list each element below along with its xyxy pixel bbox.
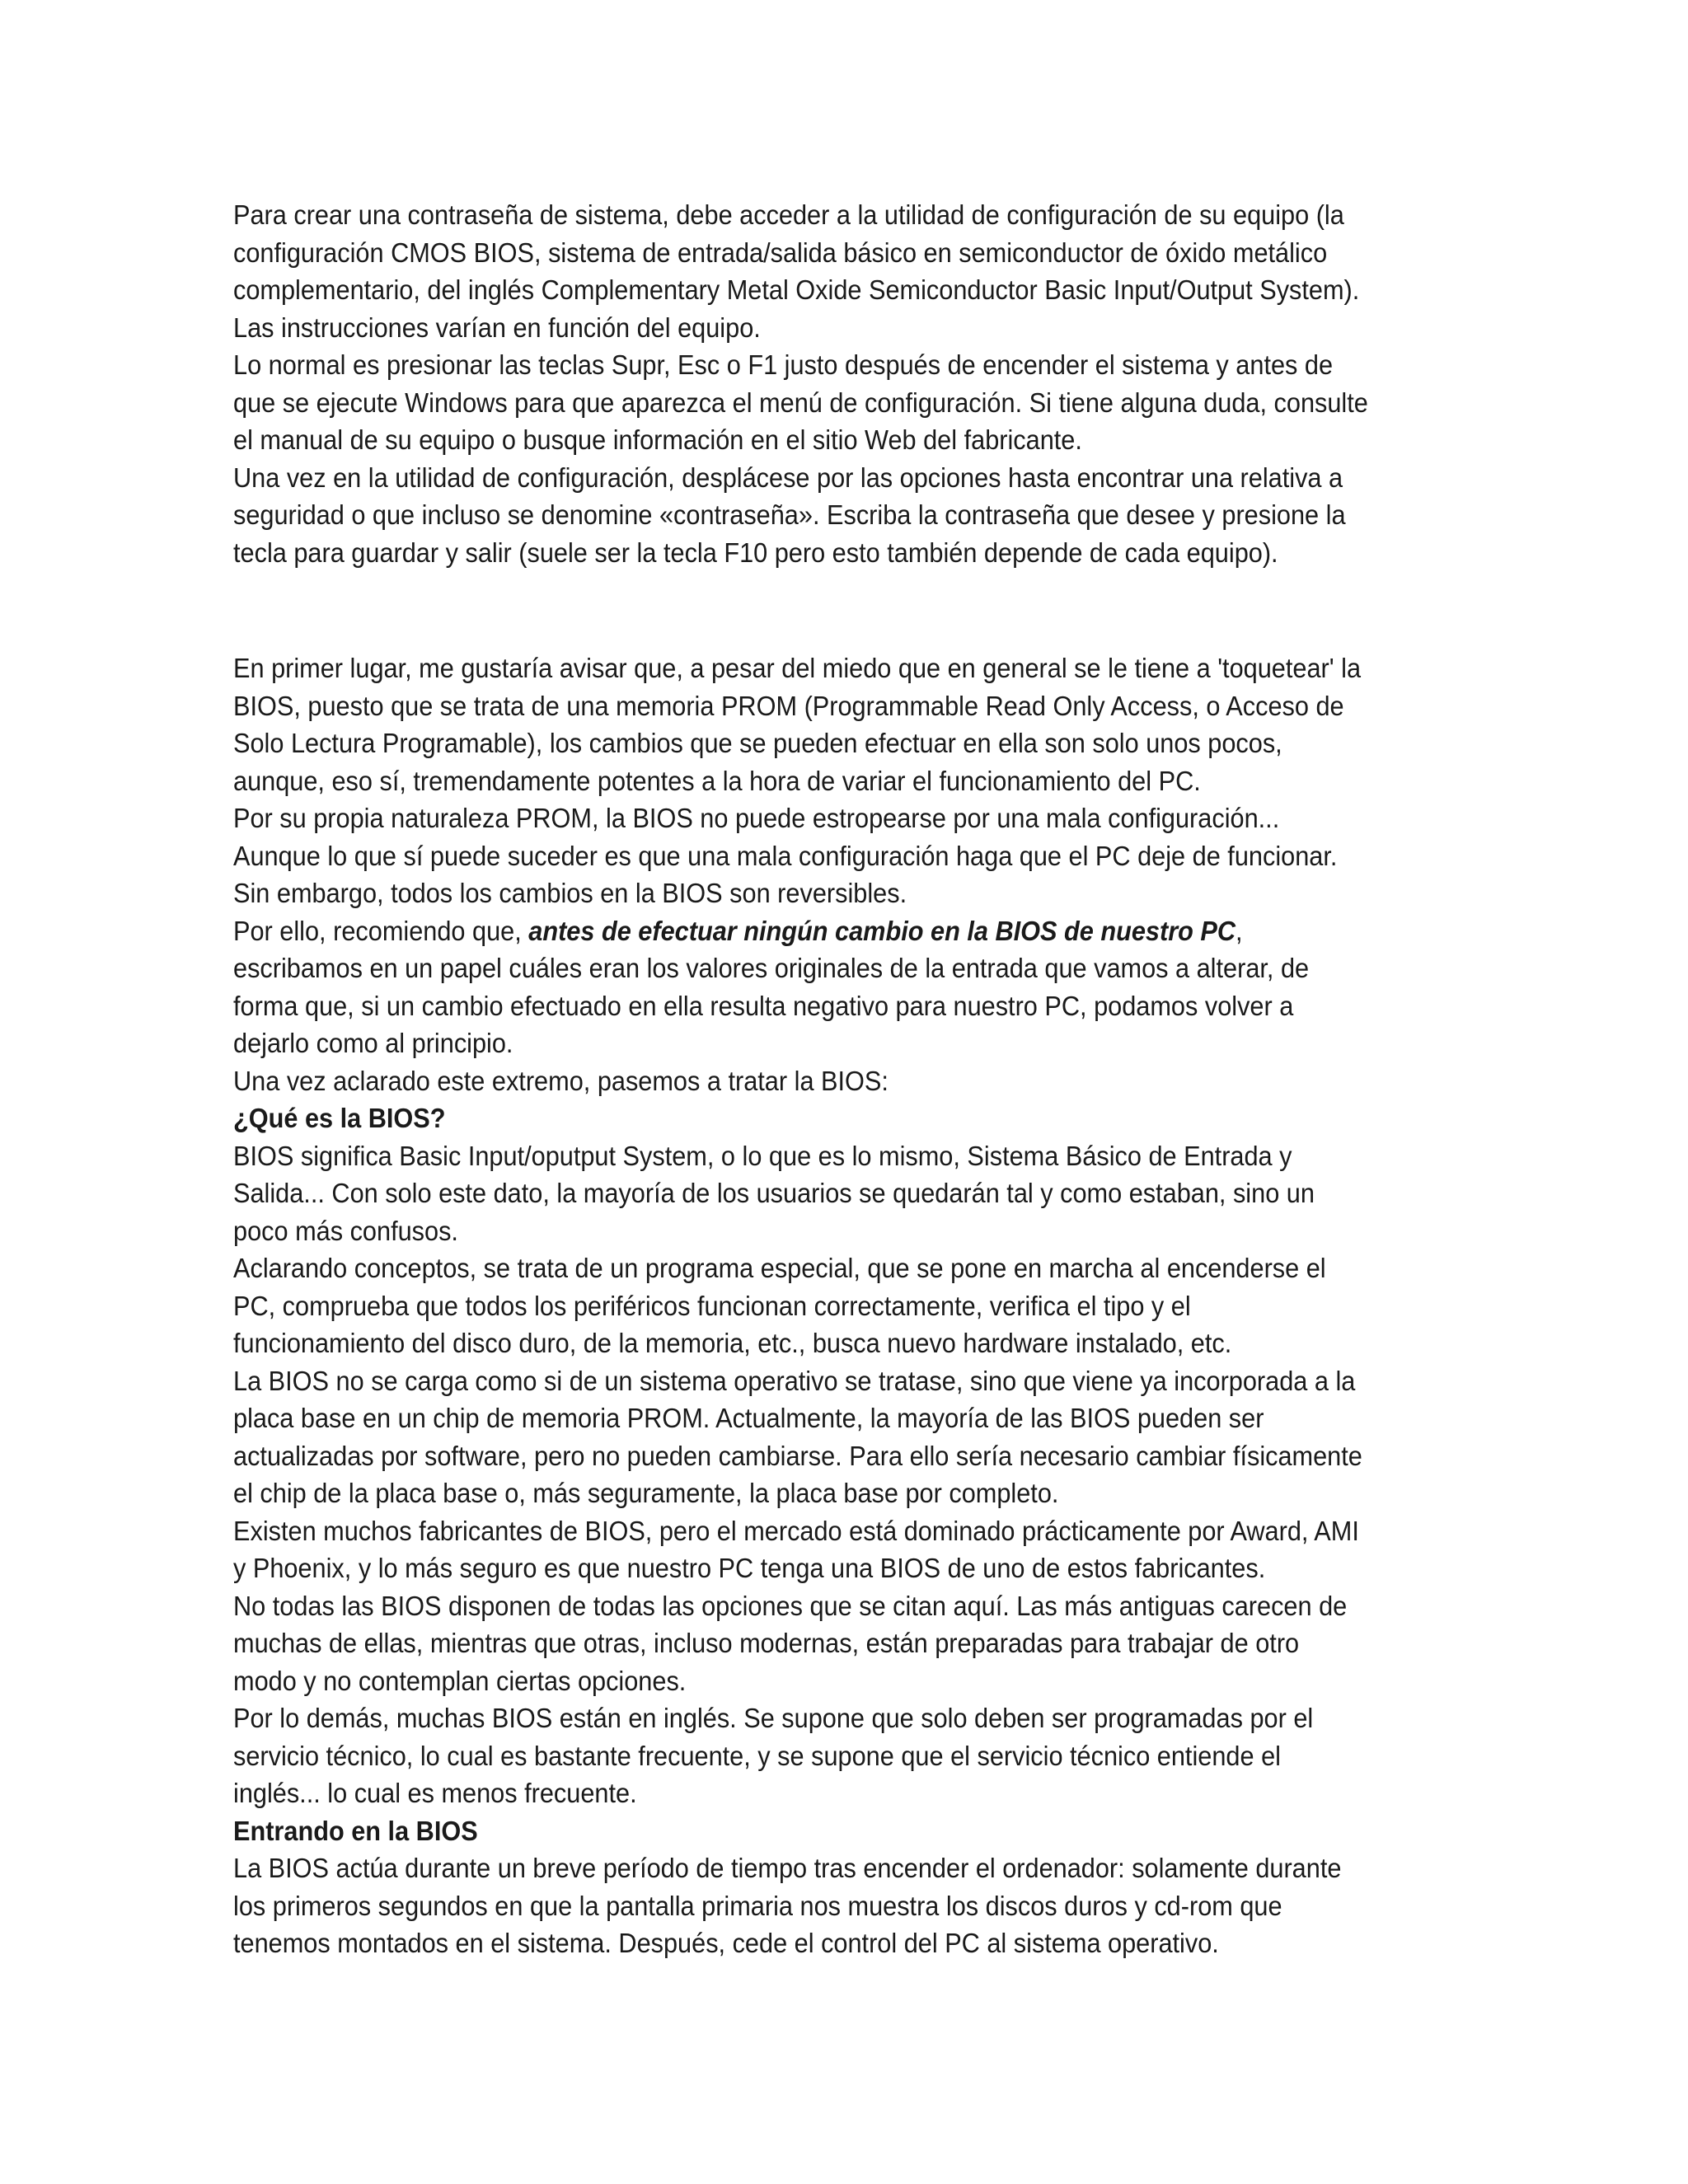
text-line: tecla para guardar y salir (suele ser la tecla F10 pero esto también depende de cada equipo). [233, 537, 1278, 568]
text-line: el chip de la placa base o, más seguramente, la placa base por completo. [233, 1478, 1059, 1508]
paragraph-block-bios [233, 649, 1383, 1962]
text-line: Una vez aclarado este extremo, pasemos a tratar la BIOS: [233, 1065, 889, 1096]
text-line: No todas las BIOS disponen de todas las opciones que se citan aquí. Las más antiguas carecen de [233, 1590, 1348, 1621]
text-line: inglés... lo cual es menos frecuente. [233, 1778, 637, 1808]
text-line: y Phoenix, y lo más seguro es que nuestro PC tenga una BIOS de uno de estos fabricantes. [233, 1553, 1266, 1583]
text-line: La BIOS no se carga como si de un sistema operativo se tratase, sino que viene ya incorporada a la [233, 1365, 1356, 1396]
text-line: complementario, del inglés Complementary Metal Oxide Semiconductor Basic Input/Output System). [233, 274, 1360, 305]
text-line: poco más confusos. [233, 1215, 458, 1246]
text-line: el manual de su equipo o busque información en el sitio Web del fabricante. [233, 424, 1082, 455]
text-line: tenemos montados en el sistema. Después, cede el control del PC al sistema operativo. [233, 1928, 1219, 1958]
text-line: Solo Lectura Programable), los cambios que se pueden efectuar en ella son solo unos pocos, [233, 728, 1282, 758]
text-line: que se ejecute Windows para que aparezca el menú de configuración. Si tiene alguna duda, consulte [233, 387, 1368, 418]
text-line: placa base en un chip de memoria PROM. Actualmente, la mayoría de las BIOS pueden ser [233, 1403, 1264, 1433]
text-line: funcionamiento del disco duro, de la memoria, etc., busca nuevo hardware instalado, etc. [233, 1328, 1232, 1358]
text-line: dejarlo como al principio. [233, 1028, 513, 1058]
text-line: los primeros segundos en que la pantalla primaria nos muestra los discos duros y cd-rom que [233, 1890, 1282, 1921]
text-line: actualizadas por software, pero no pueden cambiarse. Para ello sería necesario cambiar físicamente [233, 1440, 1362, 1471]
text-line: muchas de ellas, mientras que otras, incluso modernas, están preparadas para trabajar de otro [233, 1628, 1300, 1658]
text-line: BIOS, puesto que se trata de una memoria PROM (Programmable Read Only Access, o Acceso de [233, 690, 1344, 721]
text-line: Por su propia naturaleza PROM, la BIOS no puede estropearse por una mala configuración... [233, 803, 1280, 833]
text-line-emphasis [233, 912, 1383, 950]
text-line: PC, comprueba que todos los periféricos funcionan correctamente, verifica el tipo y el [233, 1290, 1191, 1321]
text-line: En primer lugar, me gustaría avisar que, a pesar del miedo que en general se le tiene a 'toquetear' la [233, 653, 1362, 683]
text-line: servicio técnico, lo cual es bastante frecuente, y se supone que el servicio técnico entiende el [233, 1740, 1281, 1771]
text-line: aunque, eso sí, tremendamente potentes a la hora de variar el funcionamiento del PC. [233, 765, 1201, 796]
text-line: Por lo demás, muchas BIOS están en inglés. Se supone que solo deben ser programadas por el [233, 1703, 1314, 1733]
text-line: Aunque lo que sí puede suceder es que una mala configuración haga que el PC deje de funcionar. [233, 840, 1338, 871]
section-heading-entrando-bios: Entrando en la BIOS [233, 1815, 478, 1846]
text-line: forma que, si un cambio efectuado en ella resulta negativo para nuestro PC, podamos volver a [233, 990, 1294, 1021]
text-line: Para crear una contraseña de sistema, debe acceder a la utilidad de configuración de su equipo (la [233, 199, 1344, 230]
text-run: , [1236, 915, 1243, 946]
text-line: Las instrucciones varían en función del equipo. [233, 312, 761, 343]
section-heading-que-es-bios: ¿Qué es la BIOS? [233, 1103, 446, 1133]
text-line: Lo normal es presionar las teclas Supr, Esc o F1 justo después de encender el sistema y antes de [233, 349, 1334, 380]
text-line: Salida... Con solo este dato, la mayoría de los usuarios se quedarán tal y como estaban, sino un [233, 1178, 1315, 1208]
text-line: BIOS significa Basic Input/oputput System, o lo que es lo mismo, Sistema Básico de Entrada y [233, 1140, 1292, 1171]
text-line: La BIOS actúa durante un breve período de tiempo tras encender el ordenador: solamente durante [233, 1853, 1342, 1883]
emphasized-warning: antes de efectuar ningún cambio en la BIOS de nuestro PC [528, 915, 1236, 946]
text-line: Sin embargo, todos los cambios en la BIOS son reversibles. [233, 878, 907, 908]
text-line: escribamos en un papel cuáles eran los valores originales de la entrada que vamos a alterar, de [233, 953, 1310, 983]
text-line: modo y no contemplan ciertas opciones. [233, 1665, 687, 1696]
text-line: Existen muchos fabricantes de BIOS, pero el mercado está dominado prácticamente por Award, AMI [233, 1515, 1359, 1546]
text-line: seguridad o que incluso se denomine «contraseña». Escriba la contraseña que desee y presione la [233, 499, 1346, 530]
paragraph-block-password [233, 196, 1383, 571]
text-line: Aclarando conceptos, se trata de un programa especial, que se pone en marcha al encenderse el [233, 1253, 1326, 1283]
text-line: configuración CMOS BIOS, sistema de entrada/salida básico en semiconductor de óxido metálico [233, 237, 1328, 268]
text-line: Una vez en la utilidad de configuración, desplácese por las opciones hasta encontrar una relativa a [233, 462, 1343, 493]
text-run: Por ello, recomiendo que, [233, 915, 529, 946]
